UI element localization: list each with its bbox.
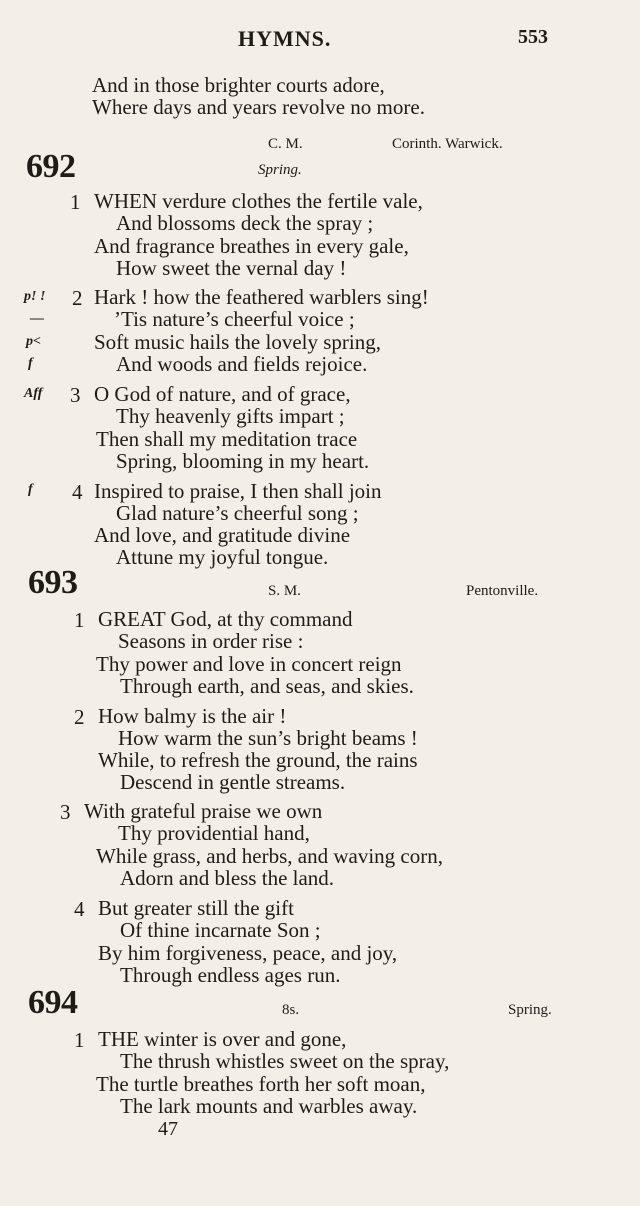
dynamic-mark: p<	[26, 334, 41, 349]
verse-line: But greater still the gift	[98, 896, 294, 920]
stanza-number: 3	[70, 383, 81, 407]
verse-line: THE winter is over and gone,	[98, 1027, 347, 1051]
verse-line: How balmy is the air !	[98, 704, 287, 728]
verse-line: WHEN verdure clothes the fertile vale,	[94, 189, 423, 213]
verse-line: Then shall my meditation trace	[96, 427, 358, 451]
verse-line: The lark mounts and warbles away.	[120, 1094, 418, 1118]
verse-line: While, to refresh the ground, the rains	[98, 748, 418, 772]
hymn-tunes: Corinth. Warwick.	[392, 136, 503, 152]
verse-line: And woods and fields rejoice.	[116, 352, 368, 376]
signature-mark: 47	[158, 1118, 178, 1140]
stanza-number: 4	[74, 897, 85, 921]
verse-line: And blossoms deck the spray ;	[116, 211, 374, 235]
verse-line: By him forgiveness, peace, and joy,	[98, 941, 398, 965]
verse-line: Descend in gentle streams.	[120, 770, 346, 794]
verse-line: The turtle breathes forth her soft moan,	[96, 1072, 426, 1096]
stanza-number: 2	[74, 705, 85, 729]
hymn-tunes: Spring.	[508, 1002, 552, 1018]
stanza-number: 1	[74, 1028, 85, 1052]
verse-line: And love, and gratitude divine	[94, 523, 351, 547]
stanza-number: 2	[72, 286, 83, 310]
page-number: 553	[518, 26, 548, 48]
verse-line: Spring, blooming in my heart.	[116, 449, 370, 473]
verse-line: ’Tis nature’s cheerful voice ;	[114, 307, 355, 331]
verse-line: And fragrance breathes in every gale,	[94, 234, 409, 258]
verse-line: While grass, and herbs, and waving corn,	[96, 844, 443, 868]
verse-line: Inspired to praise, I then shall join	[94, 479, 382, 503]
hymn-number: 692	[26, 148, 76, 185]
stanza-number: 4	[72, 480, 83, 504]
verse-line: Glad nature’s cheerful song ;	[116, 501, 359, 525]
verse-line: Of thine incarnate Son ;	[120, 918, 321, 942]
verse-line: O God of nature, and of grace,	[94, 382, 351, 406]
hymn-meter: C. M.	[268, 136, 303, 152]
verse-line: Attune my joyful tongue.	[116, 545, 329, 569]
hymn-number: 694	[28, 984, 78, 1021]
dynamic-mark: f	[28, 356, 33, 371]
dynamic-mark: f	[28, 482, 33, 497]
verse-line: Soft music hails the lovely spring,	[94, 330, 381, 354]
verse-line: Thy heavenly gifts impart ;	[116, 404, 345, 428]
verse-line: With grateful praise we own	[84, 799, 323, 823]
hymn-subtitle: Spring.	[258, 162, 302, 178]
dynamic-mark: —	[30, 311, 44, 326]
verse-line: Thy providential hand,	[118, 821, 310, 845]
verse-line: Adorn and bless the land.	[120, 866, 335, 890]
continuation-line: And in those brighter courts adore,	[92, 73, 385, 97]
hymn-number: 693	[28, 564, 78, 601]
verse-line: The thrush whistles sweet on the spray,	[120, 1049, 450, 1073]
stanza-number: 3	[60, 800, 71, 824]
verse-line: Seasons in order rise :	[118, 629, 304, 653]
verse-line: Hark ! how the feathered warblers sing!	[94, 285, 429, 309]
verse-line: Through endless ages run.	[120, 963, 341, 987]
dynamic-mark: p! !	[24, 289, 46, 304]
dynamic-mark: Aff	[24, 386, 43, 401]
stanza-number: 1	[74, 608, 85, 632]
verse-line: Thy power and love in concert reign	[96, 652, 402, 676]
stanza-number: 1	[70, 190, 81, 214]
verse-line: GREAT God, at thy command	[98, 607, 353, 631]
continuation-line: Where days and years revolve no more.	[92, 95, 425, 119]
hymn-meter: 8s.	[282, 1002, 300, 1018]
verse-line: Through earth, and seas, and skies.	[120, 674, 414, 698]
hymn-meter: S. M.	[268, 583, 301, 599]
verse-line: How warm the sun’s bright beams !	[118, 726, 418, 750]
hymn-tunes: Pentonville.	[466, 583, 539, 599]
running-head: HYMNS.	[238, 26, 332, 51]
verse-line: How sweet the vernal day !	[116, 256, 347, 280]
